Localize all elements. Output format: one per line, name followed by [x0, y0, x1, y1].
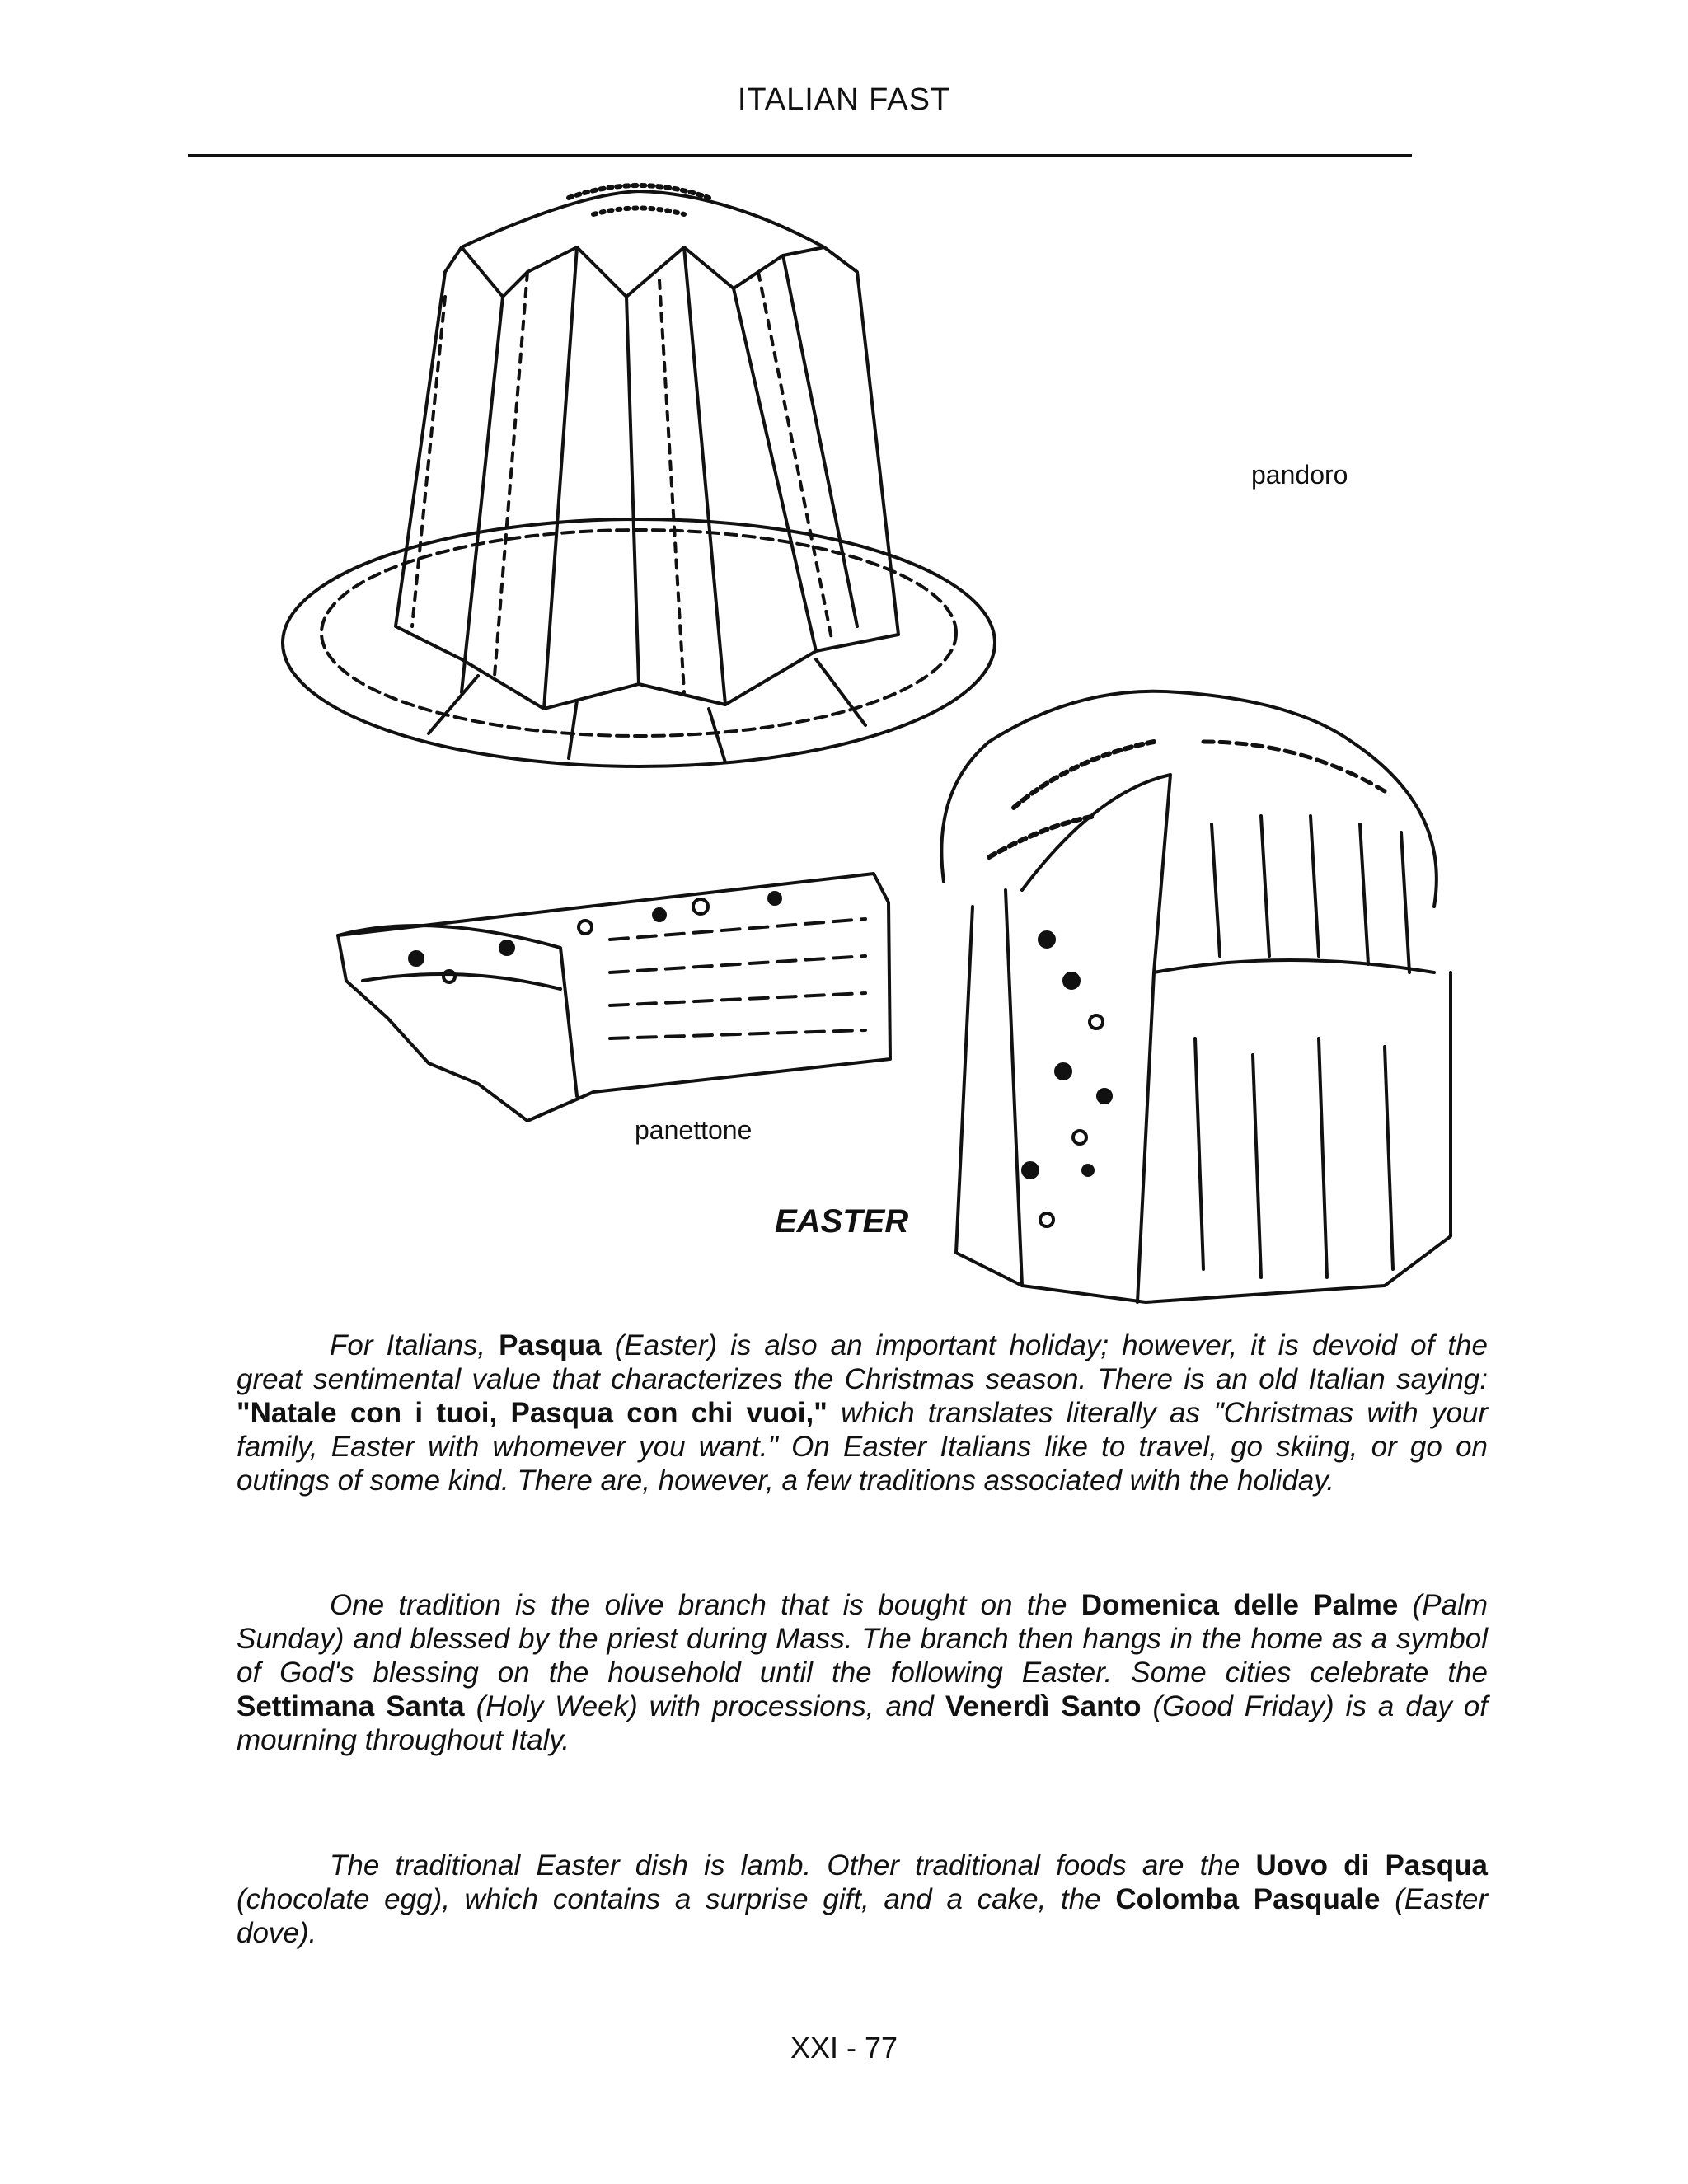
panettone-slice-drawing	[338, 874, 890, 1121]
text-run: The traditional Easter dish is lamb. Other traditional foods are the	[330, 1849, 1256, 1882]
page-number: XXI - 77	[790, 2031, 898, 2064]
panettone-drawing	[941, 691, 1451, 1302]
paragraph-easter-intro	[237, 1329, 1488, 1497]
bold-term: Settimana Santa	[237, 1690, 465, 1722]
bold-term: "Natale con i tuoi, Pasqua con chi vuoi,"	[237, 1397, 828, 1429]
text-run: (Good Friday) is a day of mourning throughout Italy.	[237, 1690, 1489, 1756]
bold-term: Colomba Pasquale	[1115, 1883, 1381, 1915]
text-run: (Palm Sunday) and blessed by the priest during Mass. The branch then hangs in the home as a symbol of God's blessing on the household until the following Easter. Some cities celebrate the	[237, 1589, 1489, 1689]
page-header: ITALIAN FAST	[737, 82, 951, 117]
text-run: (chocolate egg), which contains a surprise gift, and a cake, the	[237, 1883, 1116, 1915]
bold-term: Venerdì Santo	[945, 1690, 1142, 1722]
easter-caption: EASTER	[775, 1203, 909, 1240]
panettone-caption: panettone	[635, 1115, 753, 1145]
bold-term: Pasqua	[499, 1329, 602, 1361]
text-run: (Holy Week) with processions, and	[464, 1690, 945, 1722]
text-run: (Easter) is also an important holiday; however, it is devoid of the great sentimental value that characterizes the Christmas season. There is an old Italian saying:	[237, 1329, 1488, 1395]
pandoro-drawing	[283, 185, 995, 766]
text-run: (Easter dove).	[237, 1883, 1488, 1949]
text-run: One tradition is the olive branch that is bought on the	[330, 1589, 1081, 1621]
bold-term: Domenica delle Palme	[1081, 1589, 1399, 1621]
bold-term: Uovo di Pasqua	[1255, 1849, 1488, 1882]
text-run: For Italians,	[330, 1329, 499, 1361]
text-run: which translates literally as "Christmas with your family, Easter with whomever you want." On Easter Italians like to travel, go skiing, or go on outings of some kind. There are, however, a few traditions associated with the holiday.	[237, 1397, 1488, 1497]
paragraph-olive-branch	[237, 1588, 1488, 1757]
paragraph-easter-foods	[237, 1849, 1488, 1950]
pandoro-caption: pandoro	[1251, 460, 1348, 490]
